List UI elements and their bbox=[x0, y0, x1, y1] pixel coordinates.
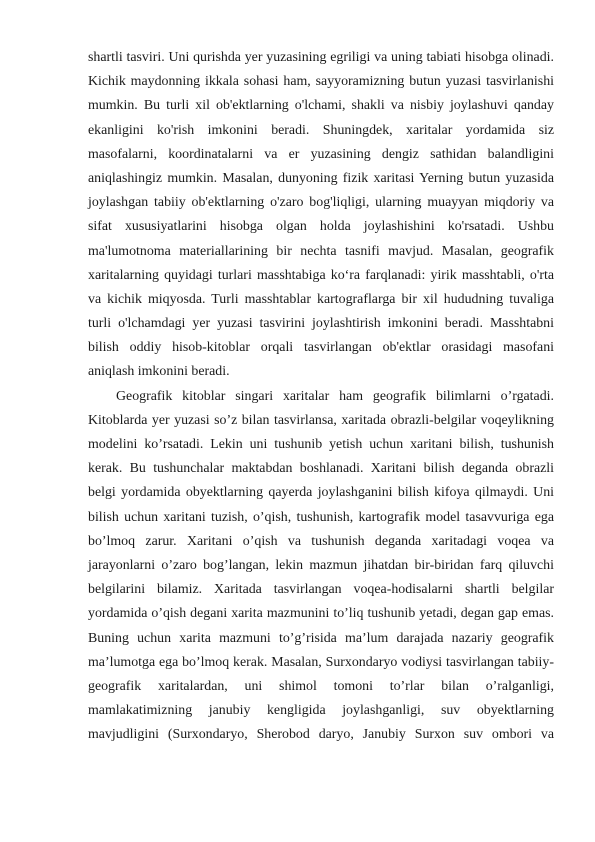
text-line: ma'lumotnoma materiallarining bir nechta tasnifi mavjud. Masalan, geografik bbox=[88, 243, 554, 259]
text-line: aniqlash imkonini beradi. bbox=[88, 364, 230, 380]
text-line: bo’lmoq zarur. Xaritani o’qish va tushunish deganda xaritadagi voqea va bbox=[88, 533, 554, 549]
text-line: xaritalarning quyidagi turlari masshtabiga ko‘ra farqlanadi: yirik masshtabli, o'rta bbox=[88, 267, 554, 283]
text-line: mamlakatimizning janubiy kengligida joylashganligi, suv obyektlarning bbox=[88, 703, 554, 719]
text-line: modelini ko’rsatadi. Lekin uni tushunib yetish uchun xaritani bilish, tushunish bbox=[88, 437, 554, 452]
text-line: aniqlashingiz mumkin. Masalan, dunyoning fizik xaritasi Yerning butun yuzasida bbox=[88, 170, 554, 186]
text-line: joylashgan tabiiy ob'ektlarning o'zaro bog'liqligi, ularning muayyan miqdoriy va bbox=[88, 195, 554, 211]
text-line: sifat xususiyatlarini hisobga olgan holda joylashishini ko'rsatadi. Ushbu bbox=[88, 219, 554, 235]
text-line: belgilarini bilamiz. Xaritada tasvirlangan voqea-hodisalarni shartli belgilar bbox=[88, 582, 554, 598]
text-line: turli o'lchamdagi yer yuzasi tasvirini joylashtirish imkonini beradi. Masshtabni bbox=[88, 316, 554, 332]
text-line: belgi yordamida obyektlarning qayerda joylashganini bilish kifoya qilmaydi. Uni bbox=[88, 485, 554, 501]
text-line: Geografik kitoblar singari xaritalar ham geografik bilimlarni o’rgatadi. bbox=[116, 388, 554, 404]
text-line: masofalarni, koordinatalarni va er yuzasining dengiz sathidan balandligini bbox=[88, 146, 554, 162]
text-line: jarayonlarni o’zaro bog’langan, lekin mazmun jihatdan bir-biridan farq qiluvchi bbox=[88, 557, 554, 573]
text-line: bilish uchun xaritani tuzish, o’qish, tushunish, kartografik model tasavvuriga ega bbox=[88, 509, 554, 525]
paragraph-map-definition bbox=[88, 46, 554, 385]
text-line: bilish oddiy hisob-kitoblar orqali tasvirlangan ob'ektlar orasidagi masofani bbox=[88, 340, 554, 356]
paragraph-geographic-books bbox=[88, 385, 554, 748]
text-line: geografik xaritalardan, uni shimol tomoni to’rlar bilan o’ralganligi, bbox=[88, 678, 554, 694]
text-line: Buning uchun xarita mazmuni to’g’risida ma’lum darajada nazariy geografik bbox=[88, 630, 554, 646]
text-line: ekanligini ko'rish imkonini beradi. Shuningdek, xaritalar yordamida siz bbox=[88, 122, 554, 138]
text-line: Kitoblarda yer yuzasi so’z bilan tasvirlansa, xaritada obrazli-belgilar voqeylikning bbox=[88, 412, 554, 428]
document-page bbox=[88, 46, 554, 747]
text-line: ma’lumotga ega bo’lmoq kerak. Masalan, Surxondaryo vodiysi tasvirlangan tabiiy- bbox=[88, 654, 554, 670]
text-line: shartli tasviri. Uni qurishda yer yuzasining egriligi va uning tabiati hisobga olinadi. bbox=[88, 50, 554, 65]
text-line: va kichik miqyosda. Turli masshtablar kartograflarga bir xil hududning tuvaliga bbox=[88, 291, 554, 307]
text-line: kerak. Bu tushunchalar maktabdan boshlanadi. Xaritani bilish deganda obrazli bbox=[88, 461, 554, 477]
text-line: yordamida o’qish degani xarita mazmunini to’liq tushunib yetadi, degan gap emas. bbox=[88, 606, 554, 622]
text-line: Kichik maydonning ikkala sohasi ham, sayyoramizning butun yuzasi tasvirlanishi bbox=[88, 74, 554, 90]
text-line: mumkin. Bu turli xil ob'ektlarning o'lchami, shakli va nisbiy joylashuvi qanday bbox=[88, 98, 554, 114]
text-line: mavjudligini (Surxondaryo, Sherobod daryo, Janubiy Surxon suv ombori va bbox=[88, 727, 554, 743]
